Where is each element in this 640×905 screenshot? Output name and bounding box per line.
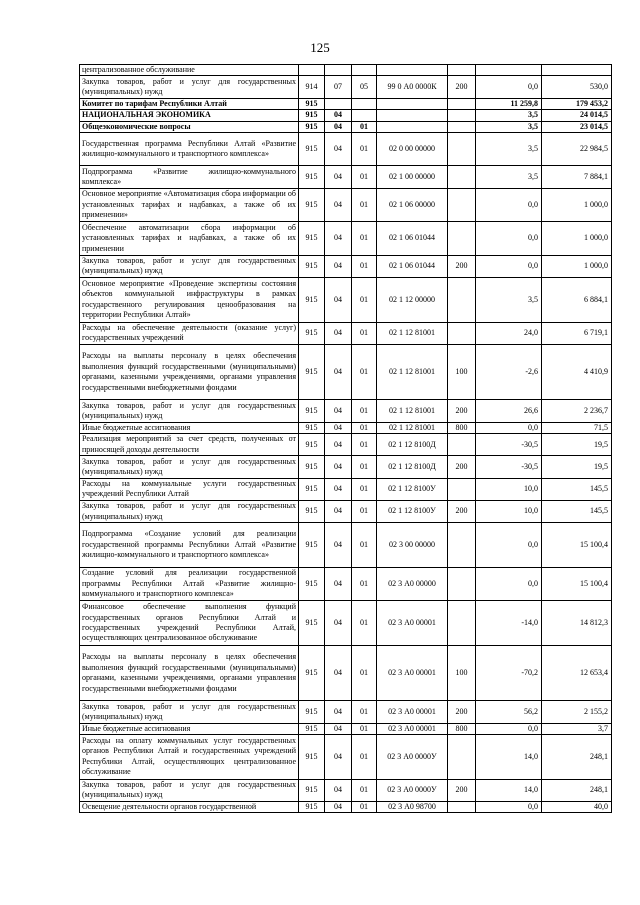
table-row	[80, 121, 612, 132]
table-row	[80, 188, 612, 222]
total-amount: 15 100,4	[542, 567, 612, 601]
change-amount: -2,6	[476, 344, 542, 400]
row-name: Расходы на выплаты персоналу в целях обеспечения выполнения функций государственными (муниципальными) органами, казенными учреждениями, органами управления государственными внебюджетными фондами	[80, 645, 299, 701]
target-article-code: 02 3 А0 00000	[377, 567, 448, 601]
change-amount: 0,0	[476, 523, 542, 568]
admin-code: 915	[299, 121, 325, 132]
target-article-code: 02 0 00 00000	[377, 132, 448, 166]
section-code: 04	[325, 601, 352, 646]
change-amount: 3,5	[476, 278, 542, 323]
row-name: Расходы на коммунальные услуги государственных учреждений Республики Алтай	[80, 478, 299, 500]
expense-type-code	[448, 567, 476, 601]
total-amount: 145,5	[542, 501, 612, 523]
table-row	[80, 76, 612, 98]
expense-type-code	[448, 322, 476, 344]
subsection-code: 01	[352, 601, 377, 646]
total-amount: 1 000,0	[542, 222, 612, 256]
expense-type-code	[448, 121, 476, 132]
subsection-code: 01	[352, 344, 377, 400]
subsection-code: 01	[352, 645, 377, 701]
expense-type-code: 200	[448, 400, 476, 422]
change-amount: -30,5	[476, 434, 542, 456]
table-row	[80, 478, 612, 500]
expense-type-code	[448, 222, 476, 256]
subsection-code: 01	[352, 188, 377, 222]
total-amount: 22 984,5	[542, 132, 612, 166]
table-row	[80, 456, 612, 478]
change-amount: -30,5	[476, 456, 542, 478]
section-code: 04	[325, 801, 352, 812]
expense-type-code	[448, 523, 476, 568]
page-number: 125	[310, 40, 330, 55]
admin-code: 915	[299, 400, 325, 422]
expense-type-code: 200	[448, 76, 476, 98]
change-amount: -14,0	[476, 601, 542, 646]
section-code: 04	[325, 121, 352, 132]
table-row	[80, 166, 612, 188]
total-amount: 71,5	[542, 422, 612, 433]
table-row	[80, 567, 612, 601]
expense-type-code: 100	[448, 645, 476, 701]
subsection-code: 01	[352, 255, 377, 277]
admin-code: 915	[299, 98, 325, 109]
admin-code: 915	[299, 322, 325, 344]
section-code: 04	[325, 344, 352, 400]
table-row	[80, 645, 612, 701]
change-amount: -70,2	[476, 645, 542, 701]
target-article-code: 02 1 06 01044	[377, 222, 448, 256]
section-code: 04	[325, 222, 352, 256]
subsection-code: 01	[352, 567, 377, 601]
expense-type-code	[448, 110, 476, 121]
change-amount	[476, 65, 542, 76]
table-row	[80, 278, 612, 323]
total-amount: 179 453,2	[542, 98, 612, 109]
target-article-code	[377, 98, 448, 109]
section-code: 04	[325, 110, 352, 121]
expense-type-code	[448, 735, 476, 780]
expense-type-code	[448, 601, 476, 646]
section-code: 04	[325, 422, 352, 433]
admin-code: 915	[299, 188, 325, 222]
target-article-code: 02 3 00 00000	[377, 523, 448, 568]
section-code: 04	[325, 701, 352, 723]
row-name: Расходы на обеспечение деятельности (оказание услуг) государственных учреждений	[80, 322, 299, 344]
admin-code: 915	[299, 255, 325, 277]
expense-type-code	[448, 434, 476, 456]
admin-code	[299, 65, 325, 76]
total-amount: 145,5	[542, 478, 612, 500]
table-row	[80, 801, 612, 812]
row-name: Закупка товаров, работ и услуг для государственных (муниципальных) нужд	[80, 255, 299, 277]
change-amount: 0,0	[476, 567, 542, 601]
admin-code: 915	[299, 456, 325, 478]
change-amount: 3,5	[476, 121, 542, 132]
change-amount: 11 259,8	[476, 98, 542, 109]
change-amount: 0,0	[476, 801, 542, 812]
admin-code: 915	[299, 222, 325, 256]
section-code	[325, 98, 352, 109]
total-amount: 3,7	[542, 723, 612, 734]
section-code: 04	[325, 779, 352, 801]
admin-code: 915	[299, 422, 325, 433]
target-article-code: 02 1 00 00000	[377, 166, 448, 188]
target-article-code: 02 1 12 8100Д	[377, 456, 448, 478]
table-row	[80, 701, 612, 723]
section-code: 04	[325, 735, 352, 780]
table-row	[80, 400, 612, 422]
target-article-code: 02 3 А0 00001	[377, 723, 448, 734]
target-article-code: 02 3 А0 00001	[377, 601, 448, 646]
change-amount: 14,0	[476, 779, 542, 801]
admin-code: 915	[299, 567, 325, 601]
table-row	[80, 132, 612, 166]
admin-code: 915	[299, 278, 325, 323]
section-code: 04	[325, 723, 352, 734]
row-name: централизованное обслуживание	[80, 65, 299, 76]
admin-code: 915	[299, 478, 325, 500]
change-amount: 10,0	[476, 478, 542, 500]
admin-code: 915	[299, 601, 325, 646]
row-name: Закупка товаров, работ и услуг для государственных (муниципальных) нужд	[80, 779, 299, 801]
total-amount: 4 410,9	[542, 344, 612, 400]
expense-type-code: 100	[448, 344, 476, 400]
change-amount: 0,0	[476, 222, 542, 256]
section-code: 04	[325, 400, 352, 422]
change-amount: 3,5	[476, 166, 542, 188]
admin-code: 915	[299, 166, 325, 188]
table-body	[80, 65, 612, 813]
row-name: Государственная программа Республики Алтай «Развитие жилищно-коммунального и транспортного комплекса»	[80, 132, 299, 166]
section-code: 04	[325, 132, 352, 166]
table-row	[80, 222, 612, 256]
expense-type-code	[448, 188, 476, 222]
row-name: Основное мероприятие «Автоматизация сбора информации об установленных тарифах и надбавках, а также об их применении»	[80, 188, 299, 222]
expense-type-code: 200	[448, 255, 476, 277]
table-row	[80, 344, 612, 400]
table-row	[80, 65, 612, 76]
section-code: 04	[325, 322, 352, 344]
subsection-code: 01	[352, 222, 377, 256]
row-name: Иные бюджетные ассигнования	[80, 422, 299, 433]
section-code: 04	[325, 434, 352, 456]
change-amount: 0,0	[476, 76, 542, 98]
row-name: Закупка товаров, работ и услуг для государственных (муниципальных) нужд	[80, 400, 299, 422]
row-name: Подпрограмма «Создание условий для реализации государственной программы Республики Алтай «Развитие жилищно-коммунального и транспортного комплекса»	[80, 523, 299, 568]
table-row	[80, 110, 612, 121]
total-amount: 7 884,1	[542, 166, 612, 188]
subsection-code	[352, 65, 377, 76]
target-article-code: 02 3 А0 00001	[377, 645, 448, 701]
budget-table	[79, 64, 612, 813]
target-article-code: 02 1 12 8100У	[377, 501, 448, 523]
table-row	[80, 735, 612, 780]
subsection-code: 01	[352, 434, 377, 456]
admin-code: 915	[299, 110, 325, 121]
admin-code: 915	[299, 645, 325, 701]
total-amount: 24 014,5	[542, 110, 612, 121]
section-code: 04	[325, 478, 352, 500]
expense-type-code: 200	[448, 779, 476, 801]
target-article-code: 02 3 А0 0000У	[377, 779, 448, 801]
admin-code: 915	[299, 779, 325, 801]
expense-type-code	[448, 98, 476, 109]
target-article-code: 02 1 12 81001	[377, 422, 448, 433]
expense-type-code	[448, 132, 476, 166]
admin-code: 915	[299, 735, 325, 780]
target-article-code	[377, 65, 448, 76]
table-row	[80, 422, 612, 433]
row-name: Расходы на выплаты персоналу в целях обеспечения выполнения функций государственными (муниципальными) органами, казенными учреждениями, органами управления государственными внебюджетными фондами	[80, 344, 299, 400]
change-amount: 0,0	[476, 188, 542, 222]
change-amount: 26,6	[476, 400, 542, 422]
change-amount: 24,0	[476, 322, 542, 344]
total-amount: 2 155,2	[542, 701, 612, 723]
expense-type-code	[448, 478, 476, 500]
table-row	[80, 779, 612, 801]
table-row	[80, 434, 612, 456]
admin-code: 915	[299, 132, 325, 166]
target-article-code: 02 3 А0 0000У	[377, 735, 448, 780]
subsection-code: 01	[352, 801, 377, 812]
change-amount: 56,2	[476, 701, 542, 723]
admin-code: 915	[299, 801, 325, 812]
admin-code: 915	[299, 434, 325, 456]
total-amount: 6 884,1	[542, 278, 612, 323]
total-amount: 15 100,4	[542, 523, 612, 568]
change-amount: 0,0	[476, 255, 542, 277]
row-name: Закупка товаров, работ и услуг для государственных (муниципальных) нужд	[80, 76, 299, 98]
section-code: 04	[325, 255, 352, 277]
row-name: Общеэкономические вопросы	[80, 121, 299, 132]
section-code: 04	[325, 456, 352, 478]
section-code: 04	[325, 501, 352, 523]
target-article-code: 02 1 12 8100Д	[377, 434, 448, 456]
total-amount: 12 653,4	[542, 645, 612, 701]
admin-code: 915	[299, 723, 325, 734]
row-name: Основное мероприятие «Проведение экспертизы состояния объектов коммунальной инфраструктуры в рамках государственного регулирования ценообразования на территории Республики Алтай»	[80, 278, 299, 323]
row-name: Комитет по тарифам Республики Алтай	[80, 98, 299, 109]
change-amount: 0,0	[476, 723, 542, 734]
change-amount: 3,5	[476, 110, 542, 121]
section-code: 04	[325, 567, 352, 601]
subsection-code: 01	[352, 278, 377, 323]
expense-type-code: 200	[448, 701, 476, 723]
table-row	[80, 601, 612, 646]
subsection-code: 01	[352, 132, 377, 166]
expense-type-code	[448, 801, 476, 812]
row-name: Финансовое обеспечение выполнения функций государственных органов Республики Алтай и государственных учреждений Республики Алтай, осуществляющих централизованное обслуживание	[80, 601, 299, 646]
total-amount: 6 719,1	[542, 322, 612, 344]
table-row	[80, 523, 612, 568]
change-amount: 14,0	[476, 735, 542, 780]
admin-code: 914	[299, 76, 325, 98]
row-name: Реализация мероприятий за счет средств, полученных от приносящей доходы деятельности	[80, 434, 299, 456]
target-article-code	[377, 110, 448, 121]
target-article-code: 02 1 12 00000	[377, 278, 448, 323]
section-code: 04	[325, 278, 352, 323]
target-article-code: 02 1 06 01044	[377, 255, 448, 277]
row-name: Иные бюджетные ассигнования	[80, 723, 299, 734]
total-amount: 14 812,3	[542, 601, 612, 646]
total-amount: 1 000,0	[542, 188, 612, 222]
target-article-code: 02 1 12 8100У	[377, 478, 448, 500]
target-article-code: 02 3 А0 00001	[377, 701, 448, 723]
expense-type-code: 200	[448, 456, 476, 478]
subsection-code: 01	[352, 501, 377, 523]
target-article-code: 02 3 А0 98700	[377, 801, 448, 812]
row-name: Закупка товаров, работ и услуг для государственных (муниципальных) нужд	[80, 501, 299, 523]
expense-type-code	[448, 65, 476, 76]
target-article-code: 02 1 12 81001	[377, 344, 448, 400]
row-name: Обеспечение автоматизации сбора информации об установленных тарифах и надбавках, а также об их применении	[80, 222, 299, 256]
subsection-code: 01	[352, 422, 377, 433]
subsection-code: 01	[352, 723, 377, 734]
total-amount: 1 000,0	[542, 255, 612, 277]
total-amount: 248,1	[542, 779, 612, 801]
admin-code: 915	[299, 501, 325, 523]
section-code: 07	[325, 76, 352, 98]
subsection-code: 01	[352, 701, 377, 723]
target-article-code	[377, 121, 448, 132]
section-code	[325, 65, 352, 76]
section-code: 04	[325, 188, 352, 222]
target-article-code: 02 1 12 81001	[377, 400, 448, 422]
total-amount: 40,0	[542, 801, 612, 812]
subsection-code: 01	[352, 779, 377, 801]
change-amount: 3,5	[476, 132, 542, 166]
row-name: Расходы на оплату коммунальных услуг государственных органов Республики Алтай и государственных учреждений Республики Алтай, осуществляющих централизованное обслуживание	[80, 735, 299, 780]
expense-type-code: 800	[448, 723, 476, 734]
subsection-code: 01	[352, 166, 377, 188]
total-amount: 530,0	[542, 76, 612, 98]
subsection-code: 01	[352, 322, 377, 344]
subsection-code: 01	[352, 121, 377, 132]
subsection-code: 01	[352, 456, 377, 478]
expense-type-code: 800	[448, 422, 476, 433]
target-article-code: 02 1 12 81001	[377, 322, 448, 344]
subsection-code: 05	[352, 76, 377, 98]
expense-type-code	[448, 278, 476, 323]
subsection-code	[352, 110, 377, 121]
total-amount	[542, 65, 612, 76]
total-amount: 2 236,7	[542, 400, 612, 422]
change-amount: 10,0	[476, 501, 542, 523]
subsection-code: 01	[352, 478, 377, 500]
row-name: Закупка товаров, работ и услуг для государственных (муниципальных) нужд	[80, 456, 299, 478]
row-name: Подпрограмма «Развитие жилищно-коммунального комплекса»	[80, 166, 299, 188]
row-name: Освещение деятельности органов государственной	[80, 801, 299, 812]
table-row	[80, 501, 612, 523]
total-amount: 23 014,5	[542, 121, 612, 132]
subsection-code: 01	[352, 735, 377, 780]
expense-type-code	[448, 166, 476, 188]
subsection-code: 01	[352, 523, 377, 568]
expense-type-code: 200	[448, 501, 476, 523]
section-code: 04	[325, 523, 352, 568]
subsection-code: 01	[352, 400, 377, 422]
target-article-code: 02 1 06 00000	[377, 188, 448, 222]
table-row	[80, 98, 612, 109]
total-amount: 19,5	[542, 456, 612, 478]
row-name: НАЦИОНАЛЬНАЯ ЭКОНОМИКА	[80, 110, 299, 121]
section-code: 04	[325, 645, 352, 701]
change-amount: 0,0	[476, 422, 542, 433]
admin-code: 915	[299, 344, 325, 400]
total-amount: 19,5	[542, 434, 612, 456]
table-row	[80, 723, 612, 734]
subsection-code	[352, 98, 377, 109]
row-name: Закупка товаров, работ и услуг для государственных (муниципальных) нужд	[80, 701, 299, 723]
total-amount: 248,1	[542, 735, 612, 780]
admin-code: 915	[299, 523, 325, 568]
admin-code: 915	[299, 701, 325, 723]
row-name: Создание условий для реализации государственной программы Республики Алтай «Развитие жилищно-коммунального и транспортного комплекса»	[80, 567, 299, 601]
table-row	[80, 322, 612, 344]
section-code: 04	[325, 166, 352, 188]
table-row	[80, 255, 612, 277]
target-article-code: 99 0 А0 0000К	[377, 76, 448, 98]
